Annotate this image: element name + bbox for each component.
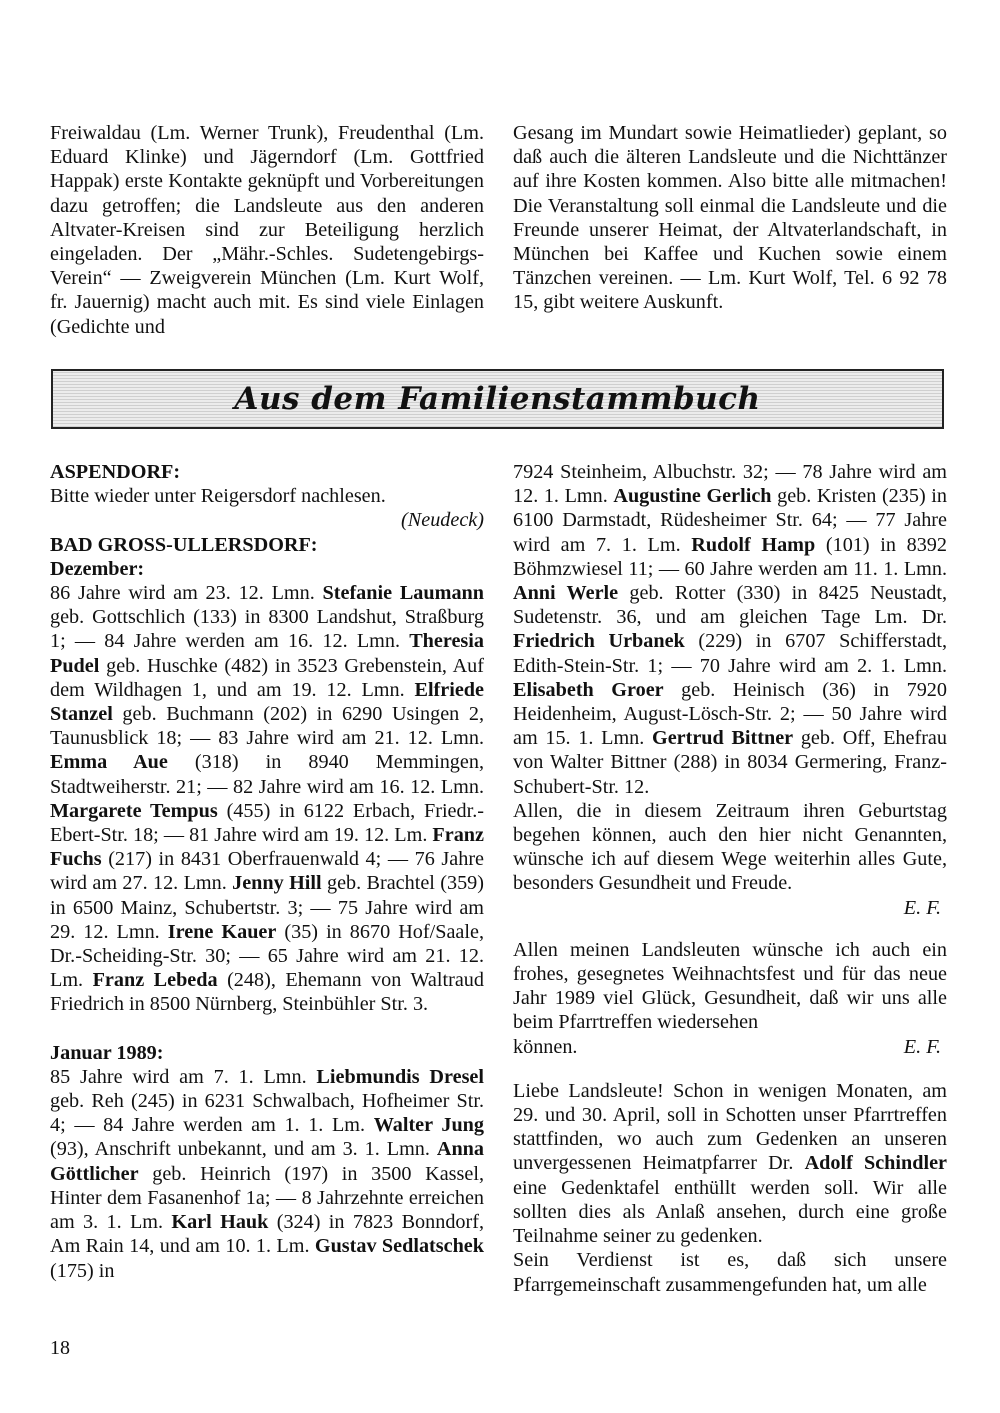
person-name: Anni Werle: [513, 582, 619, 605]
text-run: eine Gedenktafel enthüllt werden soll. Wir alle sollten dies als Anlaß ansehen, durch eine große Teilnahme seiner zu gedenken.: [513, 1176, 947, 1248]
person-name: Augustine Gerlich: [613, 485, 772, 508]
text-run: (248), Ehemann von Waltraud Friedrich in 8500 Nürnberg, Steinbühler Str. 3.: [50, 969, 484, 1016]
page-number: 18: [50, 1337, 70, 1359]
left-column: [50, 460, 484, 1283]
person-name: Jenny Hill: [232, 872, 322, 895]
top-right-column: [513, 121, 947, 315]
text-run: (455) in 6122 Erbach, Friedr.-Ebert-Str. 18; — 81 Jahre wird am 19. 12. Lm.: [50, 799, 484, 847]
text-run: geb. Heinrich (197) in 3500 Kassel, Hinter dem Fasanenhof 1a; — 8 Jahrzehnte erreichen am 3. 1. Lm.: [50, 1162, 484, 1234]
text-run: geb. Brachtel (359) in 6500 Mainz, Schubertstr. 3; — 75 Jahre wird am 29. 12. Lmn.: [50, 872, 484, 943]
signature: E. F.: [903, 1035, 941, 1058]
person-name: Emma Aue: [50, 751, 168, 774]
person-name: Liebmundis Dresel: [316, 1065, 484, 1088]
person-name: Theresia Pudel: [50, 630, 484, 677]
text-run: 7924 Steinheim, Albuchstr. 32; — 78 Jahre wird am 12. 1. Lmn.: [513, 461, 947, 508]
person-name: Franz Fuchs: [50, 824, 484, 871]
person-name: Margarete Tempus: [50, 799, 218, 822]
text-run: geb. Huschke (482) in 3523 Grebenstein, Auf dem Wildhagen 1, und am 19. 12. Lmn.: [50, 654, 484, 701]
paragraph: [50, 1065, 484, 1283]
text-run: (324) in 7823 Bonndorf, Am Rain 14, und am 10. 1. Lm.: [50, 1211, 485, 1258]
text-run: geb. Heinisch (36) in 7920 Heidenheim, August-Lösch-Str. 2; — 50 Jahre wird am 15. 1. Lmn.: [513, 678, 947, 750]
paragraph: Freiwaldau (Lm. Werner Trunk), Freudenthal (Lm. Eduard Klinke) und Jägerndorf (Lm. Gottfried Happak) erste Kontakte geknüpft und Vorbereitungen dazu getroffen; die Landsleute aus den anderen Altvater-Kreisen sind zur Beteiligung herzlich eingeladen. Der „Mähr.-Schles. Sudetengebirgs-Verein“ — Zweigverein München (Lm. Kurt Wolf, fr. Jauernig) macht auch mit. Es sind viele Einlagen (Gedichte und: [50, 122, 484, 338]
paragraph: Gesang im Mundart sowie Heimatlieder) geplant, so daß auch die älteren Landsleute und die Nichttänzer auf ihre Kosten kommen. Also bitte alle mitmachen! Die Veranstaltung soll einmal die Landsleute und die Freunde unserer Heimat, der Altvaterlandschaft, in München bei Kaffee und Kuchen sowie einem Tänzchen vereinen. — Lm. Kurt Wolf, Tel. 6 92 78 15, gibt weitere Auskunft.: [513, 122, 947, 314]
text-run: (318) in 8940 Memmingen, Stadtweiherstr. 21; — 82 Jahre wird am 16. 12. Lmn.: [50, 751, 484, 798]
text-run: (175) in: [50, 1259, 115, 1282]
subheading: Januar 1989:: [50, 1041, 164, 1064]
text-run: geb. Rotter (330) in 8425 Neustadt, Sudetenstr. 36, und am gleichen Tage Lm. Dr.: [513, 582, 948, 629]
person-name: Friedrich Urbanek: [513, 630, 685, 653]
closing-line: [513, 1035, 947, 1059]
text-run: (101) in 8392 Böhmzwiesel 11; — 60 Jahre werden am 11. 1. Lmn.: [513, 533, 947, 580]
text-run: (217) in 8431 Oberfrauenwald 4; — 76 Jahre wird am 27. 12. Lmn.: [50, 848, 484, 895]
person-name: Anna Göttlicher: [50, 1138, 484, 1185]
text-run: geb. Buchmann (202) in 6290 Usingen 2, Taunusblick 18; — 83 Jahre wird am 21. 12. Lmn.: [50, 703, 484, 750]
person-name: Franz Lebeda: [92, 969, 218, 992]
paragraph: [513, 460, 947, 799]
person-name: Gustav Sedlatschek: [314, 1235, 484, 1258]
top-left-column: [50, 121, 484, 339]
paragraph: Allen, die in diesem Zeitraum ihren Geburtstag begehen können, auch den hier nicht Genannten, wünsche ich auf diesem Wege weiterhin alles Gute, besonders Gesundheit und Freude.: [513, 799, 947, 895]
text-run: (93), Anschrift unbekannt, und am 3. 1. Lmn.: [50, 1138, 437, 1161]
subheading: Dezember:: [50, 557, 145, 580]
right-column: [513, 460, 947, 1297]
closing-text: können.: [513, 1035, 578, 1058]
text-run: Liebe Landsleute! Schon in wenigen Monaten, am 29. und 30. April, soll in Schotten unser Pfarrtreffen stattfinden, wo auch zum Gedenken an unseren unvergessenen Heimatpfarrer Dr.: [513, 1079, 947, 1175]
paragraph: [50, 581, 484, 1017]
paragraph: Bitte wieder unter Reigersdorf nachlesen.: [50, 485, 386, 508]
person-name: Elfriede Stanzel: [50, 678, 484, 726]
text-run: (229) in 6707 Schifferstadt, Edith-Stein-Str. 1; — 70 Jahre wird am 2. 1. Lmn.: [513, 630, 948, 677]
person-name: Karl Hauk: [171, 1211, 269, 1234]
section-heading: ASPENDORF:: [50, 461, 181, 483]
text-run: 86 Jahre wird am 23. 12. Lmn.: [50, 582, 323, 605]
person-name: Walter Jung: [373, 1114, 485, 1137]
text-run: geb. Reh (245) in 6231 Schwalbach, Hofheimer Str. 4; — 84 Jahre werden am 1. 1. Lm.: [50, 1090, 484, 1137]
signature: E. F.: [903, 896, 941, 919]
section-heading: BAD GROSS-ULLERSDORF:: [50, 533, 318, 556]
section-banner: [51, 369, 944, 429]
banner-title: Aus dem Familienstammbuch: [234, 381, 761, 417]
paragraph: [513, 1079, 947, 1248]
text-run: (35) in 8670 Hof/Saale, Dr.-Scheiding-Str. 30; — 65 Jahre wird am 21. 12. Lm.: [50, 920, 484, 992]
person-name: Adolf Schindler: [804, 1152, 947, 1175]
text-run: geb. Gottschlich (133) in 8300 Landshut, Straßburg 1; — 84 Jahre werden am 16. 12. Lmn.: [50, 606, 484, 653]
person-name: Gertrud Bittner: [652, 727, 794, 750]
person-name: Irene Kauer: [167, 920, 277, 943]
person-name: Elisabeth Groer: [513, 678, 664, 701]
text-run: geb. Off, Ehefrau von Walter Bittner (288) in 8034 Germering, Franz-Schubert-Str. 12.: [513, 727, 947, 798]
paragraph: Allen meinen Landsleuten wünsche ich auch ein frohes, gesegnetes Weihnachtsfest und für das neue Jahr 1989 viel Glück, Gesundheit, daß wir uns alle beim Pfarrtreffen wiedersehen: [513, 938, 947, 1034]
signature: (Neudeck): [401, 509, 484, 532]
paragraph: Sein Verdienst ist es, daß sich unsere Pfarrgemeinschaft zusammengefunden hat, um alle: [513, 1249, 947, 1296]
person-name: Rudolf Hamp: [691, 533, 816, 556]
text-run: 85 Jahre wird am 7. 1. Lmn.: [50, 1065, 317, 1088]
text-run: geb. Kristen (235) in 6100 Darmstadt, Rüdesheimer Str. 64; — 77 Jahre wird am 7. 1. Lm.: [513, 485, 947, 556]
person-name: Stefanie Laumann: [322, 582, 484, 605]
